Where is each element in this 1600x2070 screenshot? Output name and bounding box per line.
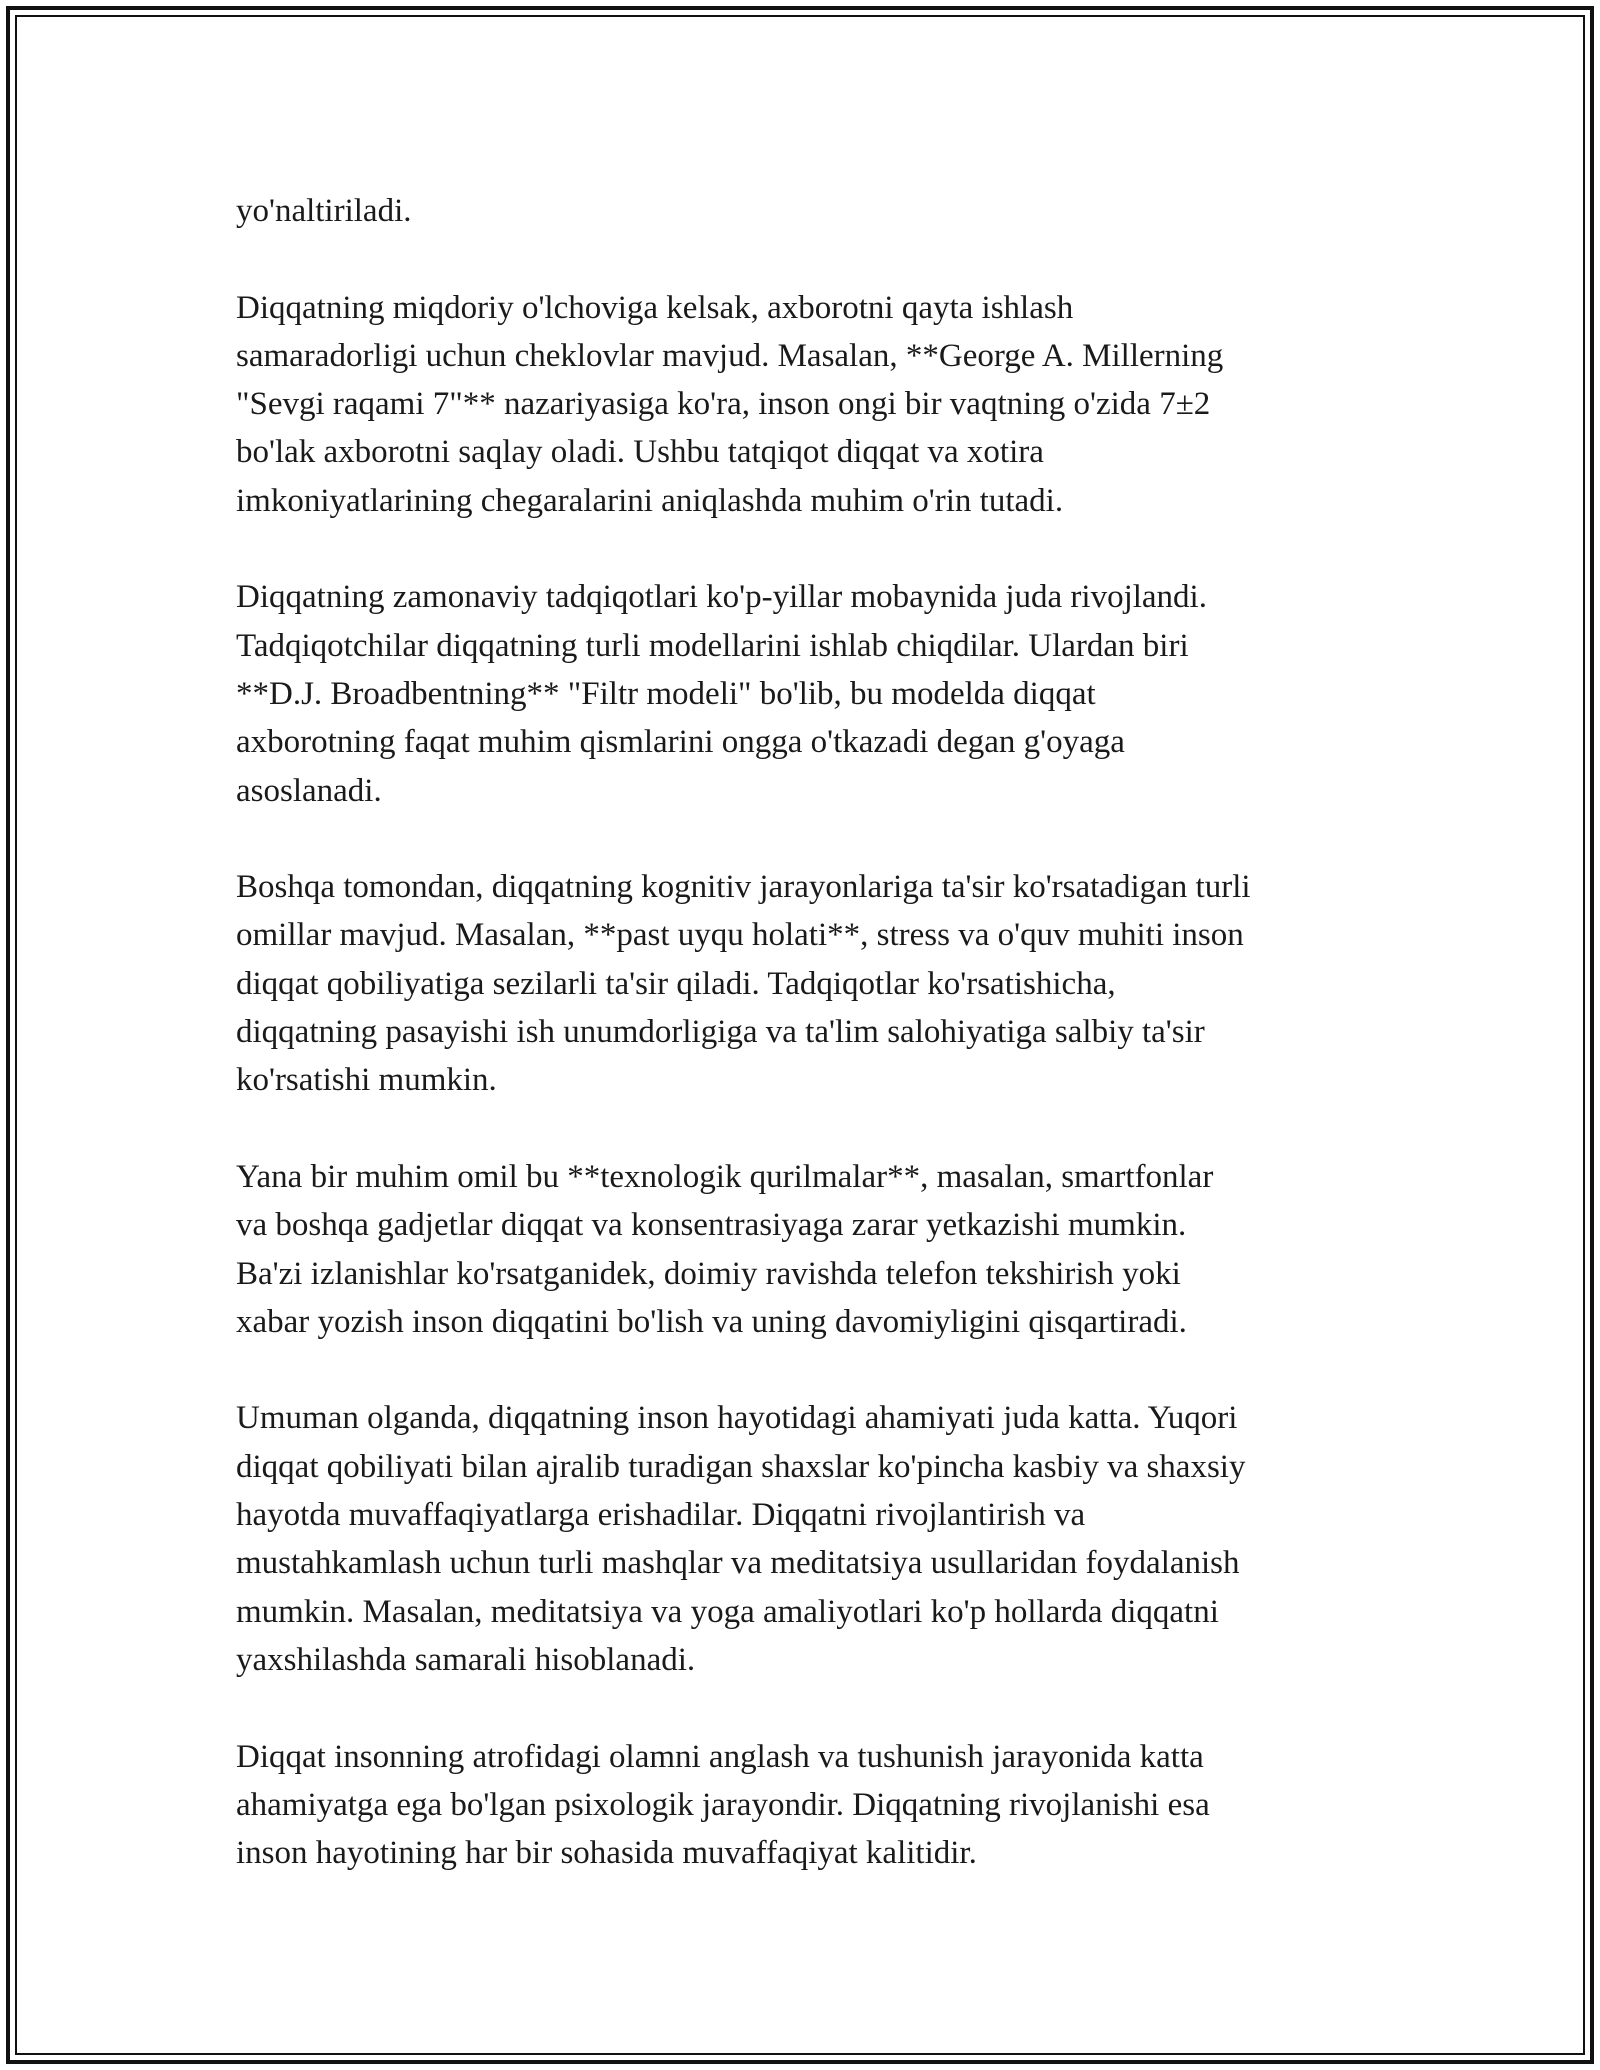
paragraph-miller: Diqqatning miqdoriy o'lchoviga kelsak, axborotni qayta ishlash samaradorligi uchun cheklovlar mavjud. Masalan, **George A. Millerning "Sevgi raqami 7"** nazariyasiga ko'ra, inson ongi bir vaqtning o'zida 7±2 bo'lak axborotni saqlay oladi. Ushbu tatqiqot diqqat va xotira imkoniyatlarining chegaralarini aniqlashda muhim o'rin tutadi. [236,289,1224,519]
paragraph-technology: Yana bir muhim omil bu **texnologik qurilmalar**, masalan, smartfonlar va boshqa gadjetlar diqqat va konsentrasiyaga zarar yetkazishi mumkin. Ba'zi izlanishlar ko'rsatganidek, doimiy ravishda telefon tekshirish yoki xabar yozish inson diqqatini bo'lish va uning davomiyligini qisqartiradi. [236,1158,1214,1340]
paragraph-summary: Umuman olganda, diqqatning inson hayotidagi ahamiyati juda katta. Yuqori diqqat qobiliyati bilan ajralib turadigan shaxslar ko'pincha kasbiy va shaxsiy hayotda muvaffaqiyatlarga erishadilar. Diqqatni rivojlantirish va mustahkamlash uchun turli mashqlar va meditatsiya usullaridan foydalanish mumkin. Masalan, meditatsiya va yoga amaliyotlari ko'p hollarda diqqatni yaxshilashda samarali hisoblanadi. [236,1400,1246,1678]
document-body [236,187,1386,1877]
paragraph-factors: Boshqa tomondan, diqqatning kognitiv jarayonlariga ta'sir ko'rsatadigan turli omillar mavjud. Masalan, **past uyqu holati**, stress va o'quv muhiti inson diqqat qobiliyatiga sezilarli ta'sir qiladi. Tadqiqotlar ko'rsatishicha, diqqatning pasayishi ish unumdorligiga va ta'lim salohiyatiga salbiy ta'sir ko'rsatishi mumkin. [236,869,1251,1099]
paragraph-broadbent: Diqqatning zamonaviy tadqiqotlari ko'p-yillar mobaynida juda rivojlandi. Tadqiqotchilar diqqatning turli modellarini ishlab chiqdilar. Ulardan biri **D.J. Broadbentning** "Filtr modeli" bo'lib, bu modelda diqqat axborotning faqat muhim qismlarini ongga o'tkazadi degan g'oyaga asoslanadi. [236,579,1207,809]
paragraph-conclusion: Diqqat insonning atrofidagi olamni anglash va tushunish jarayonida katta ahamiyatga ega bo'lgan psixologik jarayondir. Diqqatning rivojlanishi esa inson hayotining har bir sohasida muvaffaqiyat kalitidir. [236,1738,1210,1872]
paragraph-continuation: yo'naltiriladi. [236,193,412,229]
